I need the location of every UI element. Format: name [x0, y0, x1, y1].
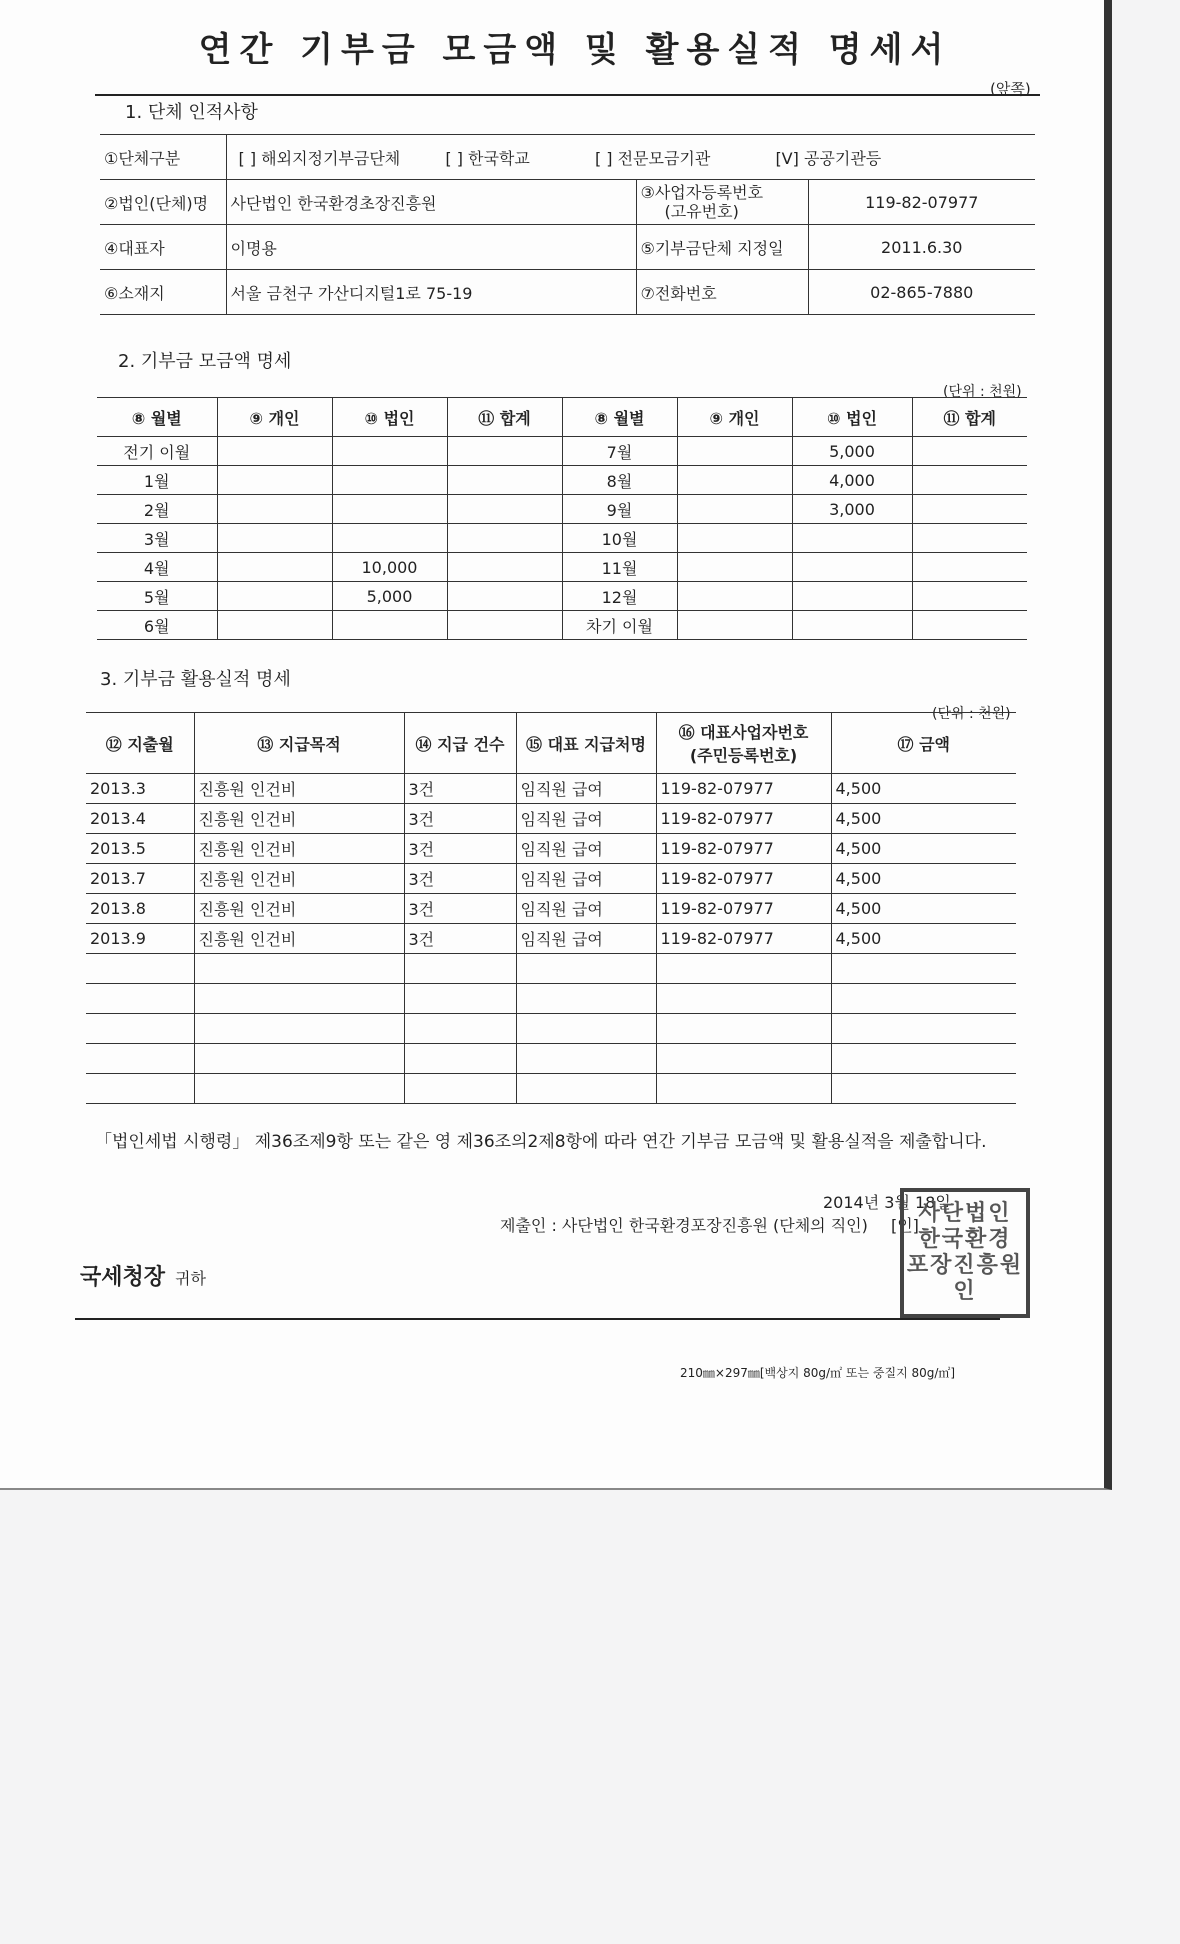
collection-cell: [332, 437, 447, 466]
usage-cell: [831, 954, 1016, 984]
collection-cell: 8월: [562, 466, 677, 495]
collection-cell: [447, 495, 562, 524]
usage-cell: 3건: [404, 804, 516, 834]
collection-header-cell: ⑩ 법인: [792, 398, 912, 437]
designation-label: ⑤기부금단체 지정일: [636, 225, 808, 270]
collection-cell: [217, 495, 332, 524]
usage-cell: 119-82-07977: [656, 864, 831, 894]
usage-cell: 4,500: [831, 774, 1016, 804]
org-info-table: [100, 134, 1035, 315]
collection-cell: [912, 582, 1027, 611]
usage-row: [86, 924, 1016, 954]
usage-cell: 임직원 급여: [516, 864, 656, 894]
usage-cell: [194, 954, 404, 984]
collection-row: [97, 582, 1027, 611]
usage-cell: 3건: [404, 894, 516, 924]
collection-header-cell: ⑪ 합계: [447, 398, 562, 437]
collection-cell: 9월: [562, 495, 677, 524]
usage-cell: [404, 1044, 516, 1074]
collection-cell: [447, 466, 562, 495]
collection-cell: [217, 466, 332, 495]
usage-cell: 119-82-07977: [656, 894, 831, 924]
section3-heading: 3. 기부금 활용실적 명세: [100, 669, 291, 690]
usage-cell: [194, 1074, 404, 1104]
usage-cell: 진흥원 인건비: [194, 834, 404, 864]
collection-cell: [217, 582, 332, 611]
usage-header-cell: [194, 713, 404, 774]
usage-header-label: ⑰ 금액: [897, 734, 950, 754]
collection-cell: [447, 582, 562, 611]
org-type-option: [ ] 전문모금기관: [594, 148, 711, 168]
collection-cell: [217, 437, 332, 466]
submitter-line: [500, 1213, 919, 1236]
collection-cell: [677, 553, 792, 582]
document-title: 연간 기부금 모금액 및 활용실적 명세서: [198, 30, 952, 70]
usage-cell: 3건: [404, 774, 516, 804]
usage-cell: [656, 1014, 831, 1044]
collection-cell: [792, 524, 912, 553]
usage-cell: [86, 1044, 194, 1074]
submitter-text: 제출인 : 사단법인 한국환경포장진흥원 (단체의 직인): [500, 1216, 868, 1235]
collection-cell: [332, 524, 447, 553]
usage-cell: [404, 984, 516, 1014]
usage-cell: [194, 1044, 404, 1074]
usage-cell: 임직원 급여: [516, 894, 656, 924]
usage-cell: 임직원 급여: [516, 924, 656, 954]
usage-cell: 임직원 급여: [516, 774, 656, 804]
collection-cell: [677, 582, 792, 611]
usage-cell: [656, 1044, 831, 1074]
usage-header-cell: [404, 713, 516, 774]
usage-cell: [86, 1074, 194, 1104]
collection-row: [97, 495, 1027, 524]
collection-cell: [447, 611, 562, 640]
collection-cell: [912, 466, 1027, 495]
usage-cell: 119-82-07977: [656, 804, 831, 834]
rep-value: 이명용: [226, 225, 636, 270]
usage-header-label: ⑬ 지급목적: [257, 734, 341, 754]
usage-cell: 2013.4: [86, 804, 194, 834]
usage-cell: [516, 984, 656, 1014]
usage-header-label: ⑭ 지급 건수: [415, 734, 505, 754]
submission-date: 2014년 3월 18일: [823, 1193, 951, 1212]
collection-cell: 11월: [562, 553, 677, 582]
collection-header-cell: ⑨ 개인: [677, 398, 792, 437]
rep-label: ④대표자: [100, 225, 226, 270]
usage-row: [86, 1074, 1016, 1104]
collection-cell: [217, 553, 332, 582]
collection-cell: [792, 553, 912, 582]
section3-unit: (단위 : 천원): [932, 706, 1011, 722]
usage-cell: [831, 1074, 1016, 1104]
usage-row: [86, 834, 1016, 864]
collection-cell: [912, 524, 1027, 553]
collection-cell: 전기 이월: [97, 437, 217, 466]
usage-cell: 4,500: [831, 894, 1016, 924]
collection-row: [97, 437, 1027, 466]
collection-cell: [447, 437, 562, 466]
designation-value: 2011.6.30: [808, 225, 1035, 270]
usage-cell: [656, 954, 831, 984]
address-label: ⑥소재지: [100, 270, 226, 315]
front-page-mark: (앞쪽): [990, 80, 1031, 98]
collection-cell: [447, 524, 562, 553]
collection-cell: 5,000: [792, 437, 912, 466]
collection-cell: [912, 611, 1027, 640]
collection-cell: [677, 611, 792, 640]
usage-cell: 119-82-07977: [656, 774, 831, 804]
usage-cell: 임직원 급여: [516, 804, 656, 834]
usage-cell: 4,500: [831, 864, 1016, 894]
collection-cell: 10월: [562, 524, 677, 553]
seal-mark: [인]: [890, 1216, 919, 1235]
usage-cell: [831, 984, 1016, 1014]
usage-cell: 4,500: [831, 834, 1016, 864]
usage-cell: 진흥원 인건비: [194, 894, 404, 924]
usage-cell: 119-82-07977: [656, 834, 831, 864]
usage-header-label: ⑫ 지출월: [105, 734, 174, 754]
collection-row: [97, 466, 1027, 495]
org-type-option: [ ] 해외지정기부금단체: [238, 148, 401, 168]
usage-row: [86, 804, 1016, 834]
collection-cell: [332, 495, 447, 524]
official-seal-stamp: 사단법인 한국환경 포장진흥원인: [900, 1188, 1030, 1318]
usage-cell: 4,500: [831, 924, 1016, 954]
collection-cell: [217, 611, 332, 640]
usage-cell: 2013.8: [86, 894, 194, 924]
collection-cell: 1월: [97, 466, 217, 495]
usage-header-sublabel: (주민등록번호): [689, 746, 798, 765]
usage-row: [86, 984, 1016, 1014]
collection-header-cell: ⑧ 월별: [97, 398, 217, 437]
usage-cell: [516, 1044, 656, 1074]
usage-cell: 진흥원 인건비: [194, 804, 404, 834]
usage-header-cell: [831, 713, 1016, 774]
usage-row: [86, 1014, 1016, 1044]
org-name-value: 사단법인 한국환경초장진흥원: [226, 180, 636, 225]
collection-cell: [447, 553, 562, 582]
section2-heading: 2. 기부금 모금액 명세: [118, 351, 292, 372]
collection-cell: 5,000: [332, 582, 447, 611]
org-name-label: ②법인(단체)명: [100, 180, 226, 225]
usage-row: [86, 864, 1016, 894]
usage-cell: [831, 1044, 1016, 1074]
bizno-label-sub: (고유번호): [664, 202, 739, 221]
section2-unit: (단위 : 천원): [943, 384, 1022, 400]
org-type-label: ①단체구분: [100, 135, 226, 180]
usage-cell: [516, 1014, 656, 1044]
collection-cell: 10,000: [332, 553, 447, 582]
usage-cell: 2013.5: [86, 834, 194, 864]
usage-row: [86, 774, 1016, 804]
usage-header-label: ⑯ 대표사업자번호: [678, 723, 809, 742]
collection-cell: 4,000: [792, 466, 912, 495]
collection-cell: [677, 466, 792, 495]
collection-cell: 2월: [97, 495, 217, 524]
collection-cell: 7월: [562, 437, 677, 466]
recipient-suffix: 귀하: [175, 1269, 206, 1288]
collection-cell: [677, 524, 792, 553]
org-type-option: [ ] 한국학교: [445, 148, 530, 168]
collection-cell: 3,000: [792, 495, 912, 524]
submission-statement: 「법인세법 시행령」 제36조제9항 또는 같은 영 제36조의2제8항에 따라 연간 기부금 모금액 및 활용실적을 제출합니다.: [95, 1132, 987, 1152]
collection-cell: 6월: [97, 611, 217, 640]
usage-cell: 2013.9: [86, 924, 194, 954]
usage-cell: 3건: [404, 864, 516, 894]
usage-row: [86, 954, 1016, 984]
usage-cell: [194, 1014, 404, 1044]
collection-cell: 3월: [97, 524, 217, 553]
usage-header-cell: [86, 713, 194, 774]
usage-cell: 임직원 급여: [516, 834, 656, 864]
collection-cell: 5월: [97, 582, 217, 611]
usage-row: [86, 1044, 1016, 1074]
usage-cell: 진흥원 인건비: [194, 774, 404, 804]
org-type-option: [V] 공공기관등: [775, 148, 882, 168]
section1-heading: 1. 단체 인적사항: [125, 102, 258, 123]
address-value: 서울 금천구 가산디지털1로 75-19: [226, 270, 636, 315]
collection-cell: [332, 611, 447, 640]
collection-row: [97, 611, 1027, 640]
bizno-value: 119-82-07977: [808, 180, 1035, 225]
usage-cell: [404, 954, 516, 984]
collection-cell: [912, 437, 1027, 466]
usage-cell: [86, 954, 194, 984]
usage-cell: 2013.7: [86, 864, 194, 894]
collection-cell: [912, 553, 1027, 582]
usage-header-cell: [656, 713, 831, 774]
collection-cell: 차기 이월: [562, 611, 677, 640]
usage-cell: 3건: [404, 924, 516, 954]
recipient: 국세청장: [80, 1265, 166, 1290]
collection-cell: [792, 611, 912, 640]
donation-usage-table: [86, 712, 1016, 1104]
usage-cell: [516, 1074, 656, 1104]
donation-collection-table: [97, 397, 1027, 640]
usage-cell: [86, 1014, 194, 1044]
collection-header-cell: ⑨ 개인: [217, 398, 332, 437]
usage-cell: [404, 1074, 516, 1104]
usage-cell: [404, 1014, 516, 1044]
phone-value: 02-865-7880: [808, 270, 1035, 315]
usage-cell: [656, 984, 831, 1014]
bottom-rule: [75, 1318, 1000, 1320]
collection-cell: [677, 495, 792, 524]
usage-row: [86, 894, 1016, 924]
usage-cell: 119-82-07977: [656, 924, 831, 954]
collection-cell: [677, 437, 792, 466]
collection-row: [97, 524, 1027, 553]
collection-row: [97, 553, 1027, 582]
usage-cell: [516, 954, 656, 984]
collection-cell: [912, 495, 1027, 524]
collection-cell: 12월: [562, 582, 677, 611]
org-type-options: [226, 135, 1035, 180]
usage-cell: 진흥원 인건비: [194, 924, 404, 954]
usage-header-label: ⑮ 대표 지급처명: [526, 734, 646, 754]
collection-header-cell: ⑪ 합계: [912, 398, 1027, 437]
recipient-line: [80, 1260, 206, 1291]
collection-cell: [792, 582, 912, 611]
collection-header-cell: ⑧ 월별: [562, 398, 677, 437]
collection-cell: [217, 524, 332, 553]
usage-cell: 3건: [404, 834, 516, 864]
usage-cell: 4,500: [831, 804, 1016, 834]
usage-cell: [86, 984, 194, 1014]
usage-cell: 2013.3: [86, 774, 194, 804]
usage-cell: 진흥원 인건비: [194, 864, 404, 894]
usage-cell: [831, 1014, 1016, 1044]
phone-label: ⑦전화번호: [636, 270, 808, 315]
usage-header-cell: [516, 713, 656, 774]
collection-header-cell: ⑩ 법인: [332, 398, 447, 437]
top-rule: [95, 94, 1040, 96]
bizno-label: ③사업자등록번호: [640, 183, 764, 202]
usage-cell: [656, 1074, 831, 1104]
paper-spec: 210㎜×297㎜[백상지 80g/㎡ 또는 중질지 80g/㎡]: [680, 1366, 956, 1380]
collection-cell: [332, 466, 447, 495]
collection-cell: 4월: [97, 553, 217, 582]
usage-cell: [194, 984, 404, 1014]
